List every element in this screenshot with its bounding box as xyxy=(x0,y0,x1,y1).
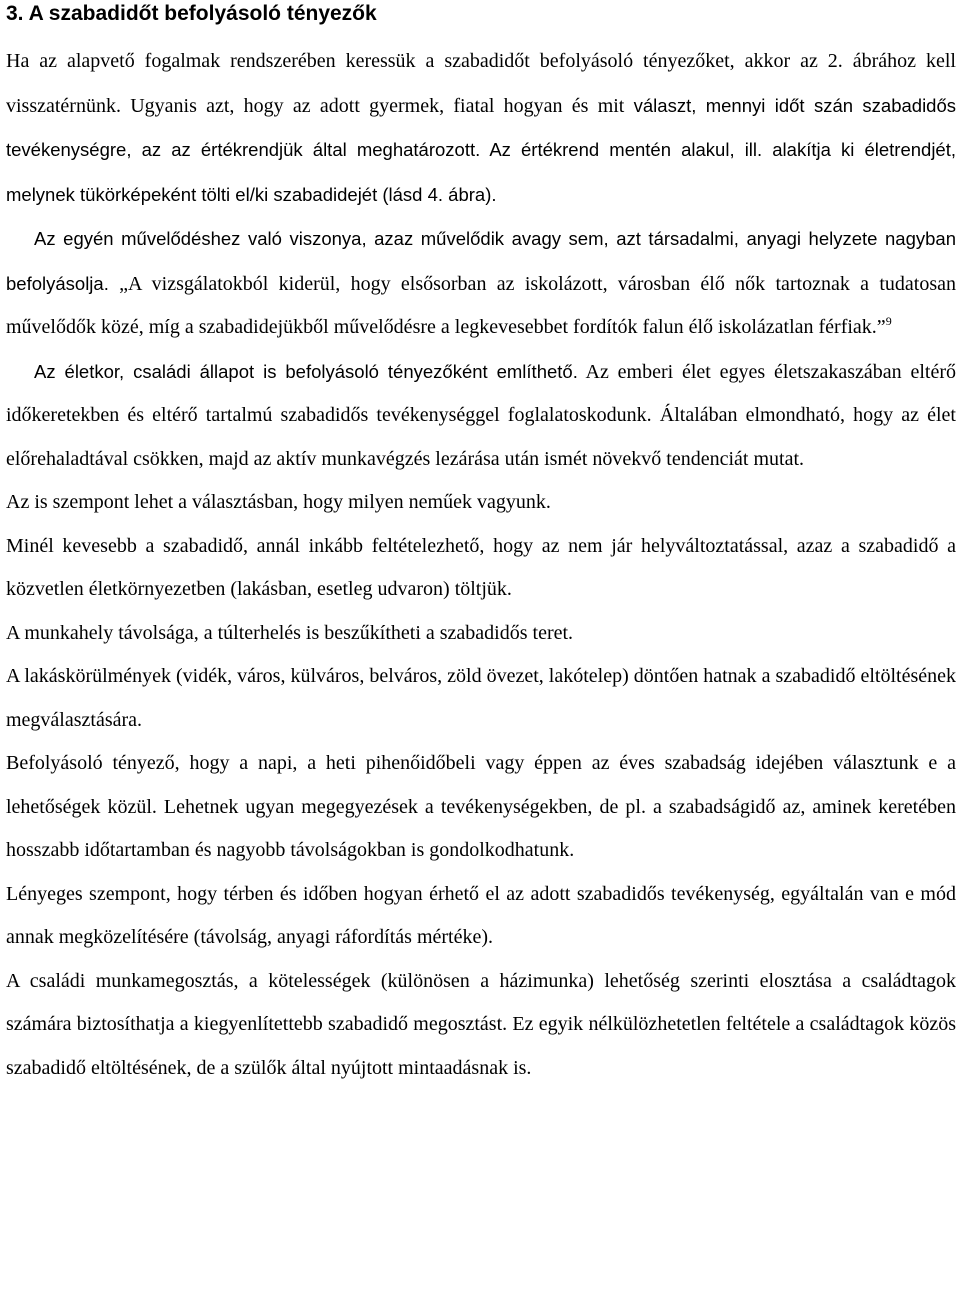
paragraph-values xyxy=(6,40,956,217)
paragraph-culture-intro: Az egyén művelődéshez való viszonya, azaz művelődik avagy sem, azt társadalmi, anyagi helyzete nagyban befolyásolja. xyxy=(6,228,956,294)
paragraph-values-text-sans: választ, mennyi időt szán szabadidős tevékenységre, az az értékrendjük által meghatározott. Az értékrend mentén alakul, ill. alakítja ki életrendjét, melynek tükörképeként tölti el/ki szabadidejét (lásd 4. ábra). xyxy=(6,94,957,205)
paragraph-gender: Az is szempont lehet a választásban, hogy milyen neműek vagyunk. xyxy=(6,491,551,513)
paragraph-housing: A lakáskörülmények (vidék, város, külváros, belváros, zöld övezet, lakótelep) döntően hatnak a szabadidő eltöltésének megválasztására. xyxy=(6,665,956,731)
paragraph-less-free-time: Minél kevesebb a szabadidő, annál inkább feltételezhető, hogy az nem jár helyváltoztatással, azaz a szabadidő a közvetlen életkörnyezetben (lakásban, esetleg udvaron) töltjük. xyxy=(6,534,956,600)
paragraph-accessibility: Lényeges szempont, hogy térben és időben hogyan érhető el az adott szabadidős tevékenység, egyáltalán van e mód annak megközelítésére (távolság, anyagi ráfordítás mértéke). xyxy=(6,882,956,948)
footnote-marker: 9 xyxy=(885,314,892,328)
paragraph-values-text-serif: Ha az alapvető fogalmak rendszerében keressük a szabadidőt befolyásoló tényezőket, akkor az 2. ábrához kell visszatérnünk. Ugyanis azt, hogy az adott gyermek, fiatal hogyan és mit xyxy=(6,50,956,117)
paragraph-age xyxy=(6,350,956,482)
paragraph-rest-periods: Befolyásoló tényező, hogy a napi, a heti pihenőidőbeli vagy éppen az éves szabadság idejében választunk e a lehetőségek közül. Lehetnek ugyan megegyezések a tevékenységekben, de pl. a szabadságidő az, aminek keretében hosszabb időtartamban és nagyobb távolságokban is gondolkodhatunk. xyxy=(6,752,956,861)
paragraph-culture xyxy=(6,217,956,350)
paragraph-age-text: Az emberi élet egyes életszakaszában eltérő időkeretekben és eltérő tartalmú szabadidős tevékenységgel foglalatoskodunk. Általában elmondható, hogy az élet előrehaladtával csökken, majd az aktív munkavégzés lezárása után ismét növekvő tendenciát mutat. xyxy=(6,360,956,470)
paragraph-culture-quote: „A vizsgálatokból kiderül, hogy elsősorban az iskolázott, városban élő nők tartoznak a tudatosan művelődők közé, míg a szabadidejükből művelődésre a legkevesebbet fordítók falun élő iskolázatlan férfiak.” xyxy=(6,272,956,338)
paragraph-workplace-distance: A munkahely távolsága, a túlterhelés is beszűkítheti a szabadidős teret. xyxy=(6,621,574,644)
paragraph-family-division: A családi munkamegosztás, a kötelességek (különösen a házimunka) lehetőség szerinti elosztása a családtagok számára biztosíthatja a kiegyenlítettebb szabadidő megosztást. Ez egyik nélkülözhetetlen feltétele a családtagok közös szabadidő eltöltésének, de a szülők által nyújtott mintaadásnak is. xyxy=(6,969,956,1079)
section-heading: 3. A szabadidőt befolyásoló tényezők xyxy=(6,2,377,25)
paragraph-age-intro: Az életkor, családi állapot is befolyásoló tényezőként említhető. xyxy=(34,360,578,382)
